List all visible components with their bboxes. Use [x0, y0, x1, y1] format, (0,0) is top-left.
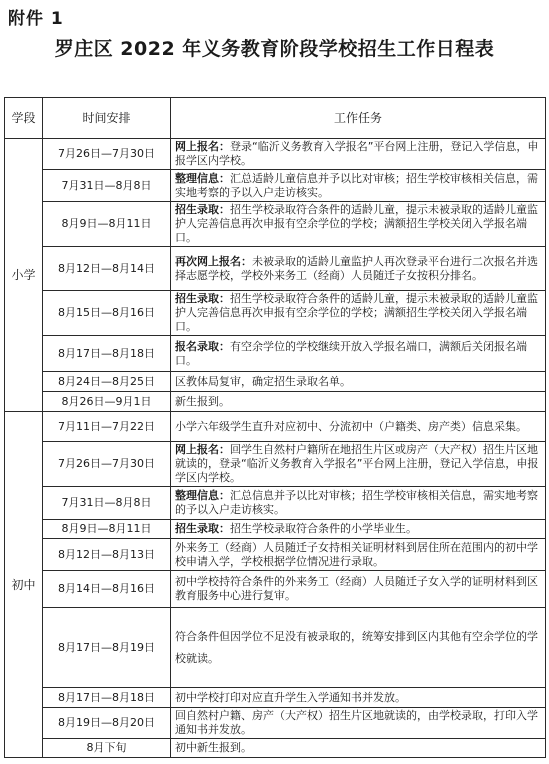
task-text: 区教体局复审，确定招生录取名单。 — [175, 374, 351, 388]
task-cell — [171, 442, 546, 487]
task-text: 新生报到。 — [175, 394, 230, 408]
table-body — [5, 139, 546, 758]
task-text: 未被录取的适龄儿童监护人再次登录平台进行二次报名并选择志愿学校，学校外来务工（经商）人员随迁子女按积分排名。 — [175, 254, 538, 282]
task-text: 登录“临沂义务教育入学报名”平台网上注册，登记入学信息，申报学区内学校。 — [175, 140, 539, 167]
task-text: 初中新生报到。 — [175, 741, 252, 754]
task-bold-label: 整理信息： — [175, 489, 230, 502]
table-row — [5, 739, 546, 758]
date-cell: 8月19日—8月20日 — [43, 708, 171, 739]
date-cell: 8月17日—8月18日 — [43, 688, 171, 708]
table-row — [5, 487, 546, 520]
task-text: 符合条件但因学位不足没有被录取的，统筹安排到区内其他有空余学位的学校就读。 — [175, 629, 538, 665]
table-row — [5, 202, 546, 247]
task-bold-label: 报名录取： — [175, 339, 230, 353]
date-cell: 8月26日—9月1日 — [43, 392, 171, 412]
task-cell — [171, 392, 546, 412]
task-bold-label: 整理信息： — [175, 171, 230, 185]
date-cell: 8月下旬 — [43, 739, 171, 758]
table-row — [5, 412, 546, 442]
table-row — [5, 571, 546, 608]
task-text: 外来务工（经商）人员随迁子女持相关证明材料到居住所在范围内的初中学校申请入学，学校根据学位情况进行录取。 — [175, 540, 538, 568]
task-cell — [171, 170, 546, 202]
task-text: 汇总适龄儿童信息并予以比对审核；招生学校审核相关信息，需实地考察的予以入户走访核实。 — [175, 171, 538, 199]
date-cell: 8月17日—8月18日 — [43, 336, 171, 372]
task-text: 汇总信息并予以比对审核；招生学校审核相关信息，需实地考察的予以入户走访核实。 — [175, 489, 538, 516]
task-cell — [171, 202, 546, 247]
task-bold-label: 网上报名： — [175, 140, 230, 153]
table-row — [5, 392, 546, 412]
task-bold-label: 网上报名： — [175, 443, 230, 456]
table-row — [5, 372, 546, 392]
table-header-row — [5, 98, 546, 139]
task-bold-label: 招生录取： — [175, 292, 230, 305]
date-cell: 8月14日—8月16日 — [43, 571, 171, 608]
table-row — [5, 688, 546, 708]
task-cell — [171, 139, 546, 170]
table-row — [5, 139, 546, 170]
task-text: 回自然村户籍、房产（大产权）招生片区地就读的，由学校录取，打印入学通知书并发放。 — [175, 709, 538, 736]
date-cell: 7月26日—7月30日 — [43, 442, 171, 487]
date-cell: 8月12日—8月13日 — [43, 539, 171, 571]
date-cell: 7月31日—8月8日 — [43, 170, 171, 202]
document-title: 罗庄区 2022 年义务教育阶段学校招生工作日程表 — [54, 38, 495, 60]
task-text: 招生学校录取符合条件的适龄儿童，提示未被录取的适龄儿童监护人完善信息再次申报有空余学位的学校；满额招生学校关闭入学报名端口。 — [175, 292, 538, 333]
date-cell: 8月9日—8月11日 — [43, 520, 171, 539]
task-cell — [171, 487, 546, 520]
segment-cell-middle: 初中 — [5, 412, 43, 758]
date-cell: 8月15日—8月16日 — [43, 291, 171, 336]
table-row — [5, 291, 546, 336]
task-cell — [171, 571, 546, 608]
date-cell: 8月9日—8月11日 — [43, 202, 171, 247]
task-cell — [171, 608, 546, 688]
task-text: 招生学校录取符合条件的小学毕业生。 — [230, 522, 417, 535]
date-cell: 8月17日—8月19日 — [43, 608, 171, 688]
task-cell — [171, 520, 546, 539]
task-cell — [171, 372, 546, 392]
schedule-table — [4, 97, 546, 758]
table-row — [5, 539, 546, 571]
table-row — [5, 608, 546, 688]
header-time: 时间安排 — [43, 98, 171, 139]
table-row — [5, 708, 546, 739]
task-text: 初中学校打印对应直升学生入学通知书并发放。 — [175, 690, 406, 704]
date-cell: 8月24日—8月25日 — [43, 372, 171, 392]
task-text: 初中学校持符合条件的外来务工（经商）人员随迁子女入学的证明材料到区教育服务中心进行复审。 — [175, 575, 538, 602]
task-cell — [171, 708, 546, 739]
header-segment: 学段 — [5, 98, 43, 139]
task-bold-label: 招生录取： — [175, 522, 230, 535]
attachment-label: 附件 1 — [8, 9, 64, 29]
segment-cell-primary: 小学 — [5, 139, 43, 412]
task-bold-label: 再次网上报名： — [175, 254, 252, 268]
task-cell — [171, 247, 546, 291]
date-cell: 8月12日—8月14日 — [43, 247, 171, 291]
task-text: 招生学校录取符合条件的适龄儿童，提示未被录取的适龄儿童监护人完善信息再次申报有空余学位的学校；满额招生学校关闭入学报名端口。 — [175, 203, 538, 244]
table-row — [5, 170, 546, 202]
task-bold-label: 招生录取： — [175, 203, 230, 216]
task-cell — [171, 739, 546, 758]
task-cell — [171, 539, 546, 571]
table-row — [5, 336, 546, 372]
task-text: 回学生自然村户籍所在地招生片区或房产（大产权）招生片区地就读的，登录“临沂义务教育入学报名”平台网上注册，登记入学信息，申报学区内学校。 — [175, 443, 539, 484]
task-cell — [171, 688, 546, 708]
task-cell — [171, 291, 546, 336]
header-task: 工作任务 — [171, 98, 546, 139]
date-cell: 7月26日—7月30日 — [43, 139, 171, 170]
date-cell: 7月31日—8月8日 — [43, 487, 171, 520]
table-row — [5, 247, 546, 291]
task-cell — [171, 336, 546, 372]
task-cell — [171, 412, 546, 442]
table-row — [5, 520, 546, 539]
date-cell: 7月11日—7月22日 — [43, 412, 171, 442]
task-text: 小学六年级学生直升对应初中、分流初中（户籍类、房产类）信息采集。 — [175, 419, 527, 433]
table-row — [5, 442, 546, 487]
task-text: 有空余学位的学校继续开放入学报名端口，满额后关闭报名端口。 — [175, 339, 527, 367]
